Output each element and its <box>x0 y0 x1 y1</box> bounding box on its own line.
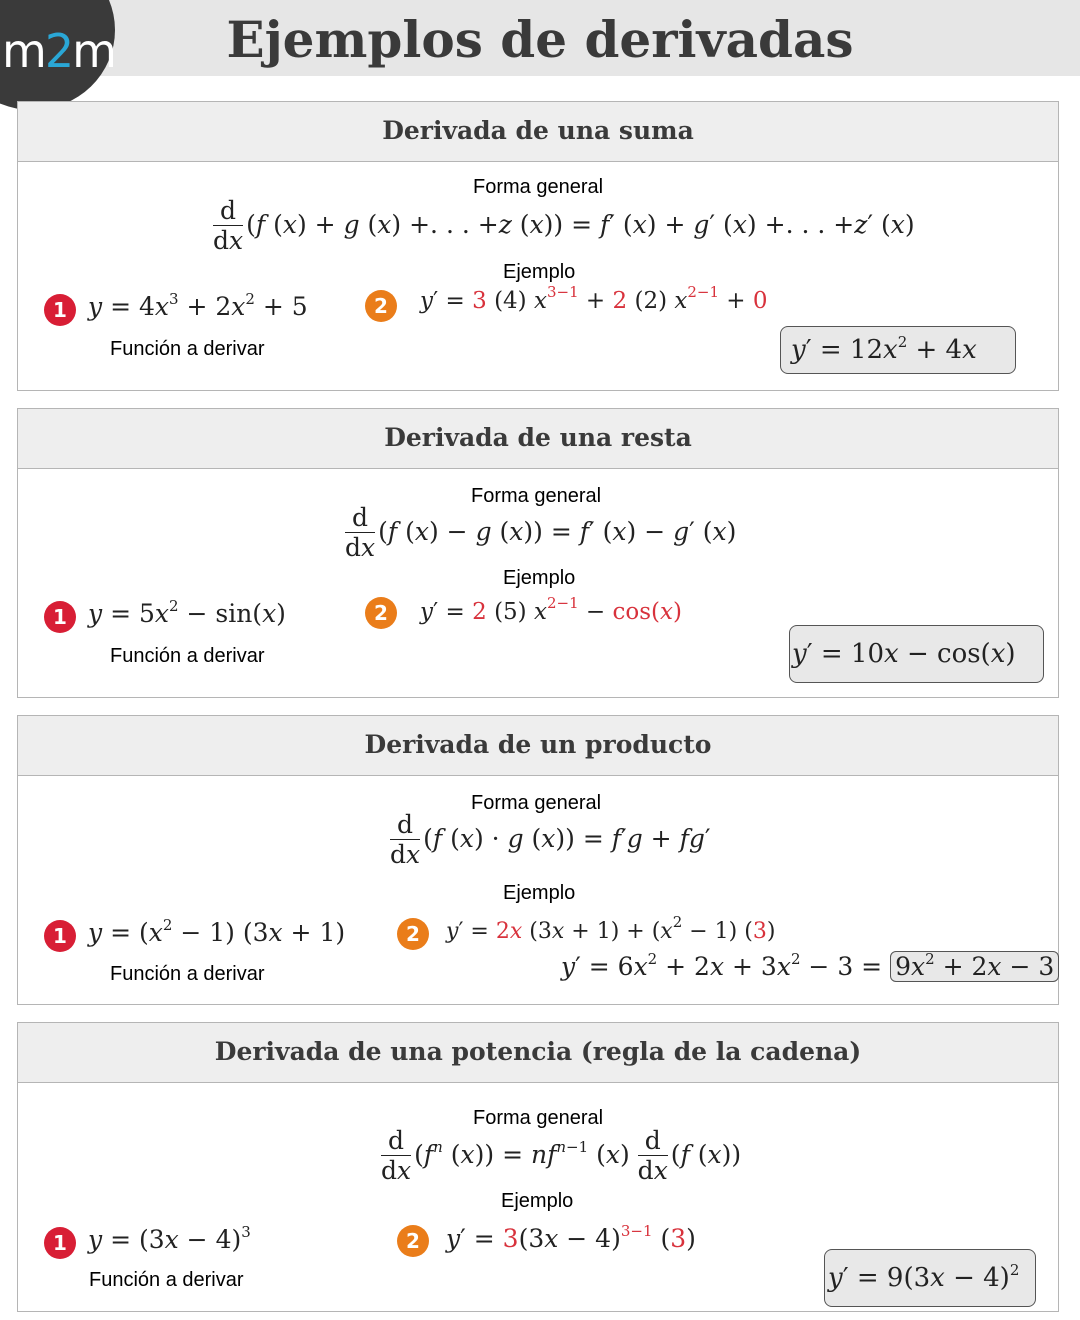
section-title: Derivada de una potencia (regla de la cadena) <box>18 1023 1058 1083</box>
step-1-badge: 1 <box>44 920 76 952</box>
section-sum <box>17 101 1059 391</box>
derivative-steps: $y' = 3(3x - 4)^{3-1}$ (3) <box>446 1222 696 1253</box>
function-label: Función a derivar <box>110 963 265 985</box>
derivative-steps: y′ = 2x $(3x + 1) + (x^2 - 1)$ (3) <box>446 913 776 944</box>
function-label: Función a derivar <box>110 338 265 360</box>
result-expression: $y' = 6x^2 + 2x + 3x^2 - 3 = 9x^2 + 2x - 3$ <box>561 952 1059 981</box>
example-label: Ejemplo <box>503 882 576 904</box>
section-chain-rule <box>17 1022 1059 1312</box>
section-title: Derivada de una resta <box>18 409 1058 469</box>
function-expression: $y = (x^2 - 1) (3x + 1)$ <box>88 916 346 947</box>
function-label: Función a derivar <box>110 645 265 667</box>
step-2-badge: 2 <box>365 290 397 322</box>
function-label: Función a derivar <box>89 1269 244 1291</box>
section-difference <box>17 408 1059 698</box>
function-expression: $y = 5x^2 - \sin(x)$ <box>88 597 286 628</box>
result-box: $y' = 9(3x - 4)^2$ <box>824 1249 1036 1307</box>
result-box: $y' = 12x^2 + 4x$ <box>780 326 1016 374</box>
general-formula: $\frac{d}{dx}$ (f (x) · g (x)) = f′g + fg′ <box>390 810 711 869</box>
example-label: Ejemplo <box>503 261 576 283</box>
step-2-badge: 2 <box>397 1225 429 1257</box>
general-form-label: Forma general <box>471 485 602 507</box>
general-formula: $\frac{d}{dx}$ ($f^n$ $(x)) = nf^{n-1}$ (x) $\frac{d}{dx}$ (f (x)) <box>381 1126 742 1185</box>
step-2-badge: 2 <box>365 597 397 629</box>
general-formula: $\frac{d}{dx}$ (f (x) + g (x) +. . . +z (x)) = f′ (x) + g′ (x) +. . . +z′ (x) <box>213 196 915 255</box>
step-1-badge: 1 <box>44 601 76 633</box>
result-box: $9x^2 + 2x - 3$ <box>890 951 1059 982</box>
section-title: Derivada de un producto <box>18 716 1058 776</box>
function-expression: $y = 4x^3 + 2x^2 + 5$ <box>88 290 308 321</box>
general-formula: $\frac{d}{dx}$ (f (x) − g (x)) = f′ (x) − g′ (x) <box>345 503 737 562</box>
example-label: Ejemplo <box>503 567 576 589</box>
page-title: Ejemplos de derivadas <box>226 10 854 69</box>
general-form-label: Forma general <box>471 792 602 814</box>
step-1-badge: 1 <box>44 294 76 326</box>
section-title: Derivada de una suma <box>18 102 1058 162</box>
general-form-label: Forma general <box>473 176 604 198</box>
step-2-badge: 2 <box>397 918 429 950</box>
general-form-label: Forma general <box>473 1107 604 1129</box>
section-product <box>17 715 1059 1005</box>
derivative-steps: y′ = 3 (4) $x^{3-1} + 2$ (2) $x^{2-1} + 0$ <box>420 283 768 314</box>
function-expression: $y = (3x - 4)^3$ <box>88 1223 251 1254</box>
example-label: Ejemplo <box>501 1190 574 1212</box>
derivative-steps: y′ = 2 (5) $x^{2-1} - \cos(x)$ <box>420 594 682 625</box>
result-box: y′ = 10x − cos(x) <box>789 625 1044 683</box>
step-1-badge: 1 <box>44 1227 76 1259</box>
m2m-logo: m2m <box>0 0 115 110</box>
